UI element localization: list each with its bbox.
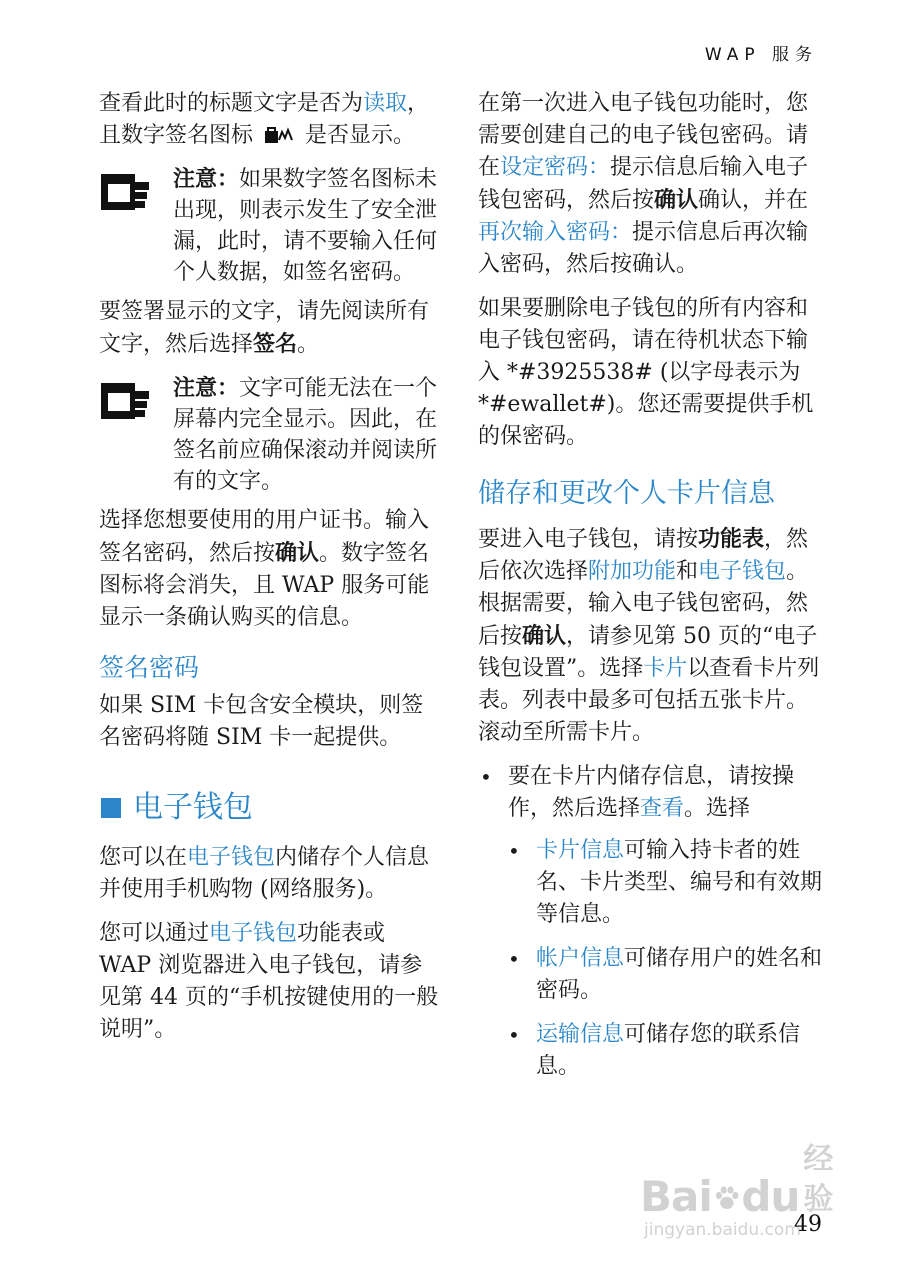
running-header: WAP 服务 (704, 45, 818, 65)
list-item: • 卡片信息可输入持卡者的姓名、卡片类型、编号和有效期等信息。 (478, 835, 826, 931)
paragraph-wallet-intro: 您可以在电子钱包内储存个人信息并使用手机购物 (网络服务)。 (99, 845, 430, 902)
heading-signing-pin: 签名密码 (99, 653, 200, 682)
watermark: Bai du 经验 jingyan.baidu.com (640, 1142, 834, 1240)
page-number: 49 (794, 1212, 822, 1237)
right-column (478, 88, 826, 1095)
paw-icon (714, 1176, 740, 1220)
note-hand-icon (99, 381, 151, 421)
note-hand-icon (99, 172, 151, 212)
link-shipping-info: 运输信息 (536, 1022, 625, 1047)
paragraph-access-wallet: 要进入电子钱包，请按功能表，然后依次选择附加功能和电子钱包。根据需要，输入电子钱包密码，然后按确认，请参见第 50 页的“电子钱包设置”。选择卡片以查看卡片列表。列表中最多可包括五张卡片。滚动至所需卡片。 (478, 526, 820, 745)
left-column (99, 88, 441, 1058)
link-card-details: 卡片信息 (536, 838, 625, 863)
paragraph-sim-pin: 如果 SIM 卡包含安全模块，则签名密码将随 SIM 卡一起提供。 (99, 693, 424, 750)
paragraph-certificate: 选择您想要使用的用户证书。输入签名密码，然后按确认。数字签名图标将会消失，且 WAP 服务可能显示一条确认购买的信息。 (99, 508, 430, 630)
note-scroll (99, 373, 441, 497)
card-options-list (478, 761, 826, 1083)
note-security (99, 164, 441, 288)
link-read: 读取 (363, 91, 408, 116)
link-set-code: 设定密码： (500, 155, 611, 180)
link-extras: 附加功能 (588, 559, 677, 584)
square-bullet-icon (101, 798, 121, 818)
link-wallet: 电子钱包 (187, 845, 276, 870)
link-wallet: 电子钱包 (209, 921, 298, 946)
bullet-dot-icon: • (508, 839, 520, 863)
paragraph-delete-wallet: 如果要删除电子钱包的所有内容和电子钱包密码，请在待机状态下输入 *#3925538# (以字母表示为 *#ewallet#)。您还需要提供手机的保密码。 (478, 296, 814, 449)
list-item: • 运输信息可储存您的联系信息。 (478, 1019, 826, 1083)
note-text: 文字可能无法在一个屏幕内完全显示。因此，在签名前应确保滚动并阅读所有的文字。 (173, 376, 438, 494)
bullet-dot-icon: • (508, 1023, 520, 1047)
heading-card-info: 储存和更改个人卡片信息 (478, 478, 775, 509)
digital-signature-icon (264, 126, 294, 144)
note-label: 注意： (173, 166, 240, 192)
bullet-dot-icon: • (508, 947, 520, 971)
paragraph-create-code: 在第一次进入电子钱包功能时，您需要创建自己的电子钱包密码。请在设定密码：提示信息后输入电子钱包密码，然后按确认确认，并在再次输入密码：提示信息后再次输入密码，然后按确认。 (478, 91, 809, 277)
link-wallet: 电子钱包 (698, 559, 787, 584)
link-verify-code: 再次输入密码： (478, 220, 633, 245)
paragraph-wallet-access: 您可以通过电子钱包功能表或 WAP 浏览器进入电子钱包，请参见第 44 页的“手机按键使用的一般说明”。 (99, 921, 439, 1042)
note-label: 注意： (173, 375, 240, 401)
link-cards: 卡片 (643, 656, 688, 681)
bullet-dot-icon: • (480, 765, 492, 789)
paragraph-check-title: 查看此时的标题文字是否为读取，且数字签名图标 是否显示。 (99, 91, 430, 148)
list-item: • 要在卡片内储存信息，请按操作，然后选择查看。选择 (478, 761, 826, 825)
link-view: 查看 (640, 796, 685, 821)
list-item: • 帐户信息可储存用户的姓名和密码。 (478, 943, 826, 1007)
link-account-details: 帐户信息 (536, 946, 625, 971)
note-text: 如果数字签名图标未出现，则表示发生了安全泄漏，此时，请不要输入任何个人数据，如签名密码。 (173, 167, 438, 285)
paragraph-sign-text: 要签署显示的文字，请先阅读所有文字，然后选择签名。 (99, 299, 430, 357)
heading-wallet: 电子钱包 (99, 788, 441, 828)
